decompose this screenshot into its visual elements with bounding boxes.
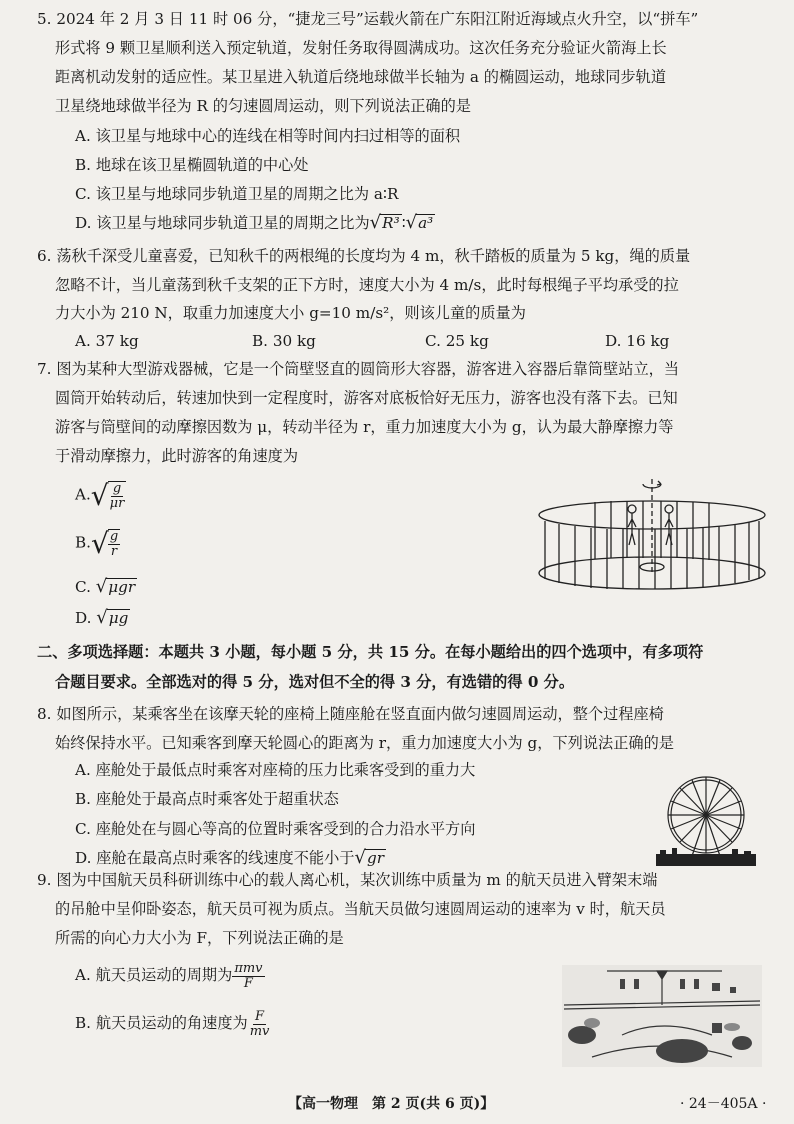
ferris-wheel-figure [648, 770, 763, 868]
centrifuge-photo-figure [562, 965, 762, 1067]
q9-stem-line2: 的吊舱中呈仰卧姿态，航天员可视为质点。当航天员做匀速圆周运动的速率为 v 时，航天员 [55, 900, 666, 918]
q7-option-c: C. √μgr [75, 576, 136, 597]
q7-option-b-label: B. [75, 533, 91, 552]
footer-paper-code: · 24－405A · [680, 1096, 767, 1112]
q7-option-a: A.√ $\frac{g}{\mu r}$ [75, 478, 125, 512]
q8-option-a: A. 座舱处于最低点时乘客对座椅的压力比乘客受到的重力大 [75, 761, 476, 779]
q8-stem-line2: 始终保持水平。已知乘客到摩天轮圆心的距离为 r，重力加速度大小为 g，下列说法正确的是 [55, 734, 674, 752]
q5-stem-line4: 卫星绕地球做半径为 R 的匀速圆周运动，则下列说法正确的是 [55, 97, 471, 115]
q7-stem-line2: 圆筒开始转动后，转速加快到一定程度时，游客对底板恰好无压力，游客也没有落下去。已知 [55, 389, 678, 407]
q5-stem-line1: 5. 2024 年 2 月 3 日 11 时 06 分，“捷龙三号”运载火箭在广东阳江附近海域点火升空，以“拼车” [37, 10, 699, 28]
q9-option-a-text: A. 航天员运动的周期为 [75, 966, 233, 985]
q7-option-b-numerator: g [109, 529, 119, 544]
q9-option-a-denominator: F [243, 975, 253, 991]
q7-option-a-denominator: μr [109, 495, 125, 511]
q7-stem-line4: 于滑动摩擦力，此时游客的角速度为 [55, 447, 298, 465]
section-2-heading-line1: 二、多项选择题：本题共 3 小题，每小题 5 分，共 15 分。在每小题给出的四个选项中，有多项符 [37, 643, 704, 661]
q7-option-d-radicand: μg [108, 609, 129, 627]
q8-stem-line1: 8. 如图所示，某乘客坐在该摩天轮的座椅上随座舱在竖直面内做匀速圆周运动，整个过程座椅 [37, 705, 664, 723]
q5-option-d-ratio: ∶ [401, 214, 406, 232]
q8-option-d-text: D. 座舱在最高点时乘客的线速度不能小于 [75, 849, 355, 867]
q6-option-b: B. 30 kg [252, 332, 316, 350]
q7-stem-line3: 游客与筒壁间的动摩擦因数为 μ，转动半径为 r，重力加速度大小为 g，认为最大静摩擦力等 [55, 418, 674, 436]
q5-option-d-radicand-1: R³ [382, 214, 400, 232]
q5-option-b: B. 地球在该卫星椭圆轨道的中心处 [75, 156, 309, 174]
q5-option-c: C. 该卫星与地球同步轨道卫星的周期之比为 a∶R [75, 185, 399, 203]
q6-stem-line3: 力大小为 210 N，取重力加速度大小 g=10 m/s²，则该儿童的质量为 [55, 304, 526, 322]
q7-stem-line1: 7. 图为某种大型游戏器械，它是一个筒壁竖直的圆筒形大容器，游客进入容器后靠筒壁站立，当 [37, 360, 680, 378]
q5-option-d-text: D. 该卫星与地球同步轨道卫星的周期之比为 [75, 214, 370, 232]
q8-option-b: B. 座舱处于最高点时乘客处于超重状态 [75, 790, 339, 808]
q6-option-c: C. 25 kg [425, 332, 489, 350]
q9-stem-line3: 所需的向心力大小为 F，下列说法正确的是 [55, 929, 344, 947]
q5-option-d-radicand-2: a³ [418, 214, 434, 232]
q7-option-d: D. √μg [75, 607, 129, 628]
q5-option-a: A. 该卫星与地球中心的连线在相等时间内扫过相等的面积 [75, 127, 461, 145]
q7-option-d-label: D. [75, 609, 92, 627]
q7-option-b-denominator: r [110, 543, 118, 559]
q7-option-a-label: A. [75, 485, 91, 504]
q9-option-b-text: B. 航天员运动的角速度为 [75, 1014, 248, 1033]
q9-option-b-denominator: mv [249, 1023, 270, 1039]
q9-option-a [75, 962, 265, 990]
q6-stem-line2: 忽略不计，当儿童荡到秋千支架的正下方时，速度大小为 4 m/s，此时每根绳子平均承受的拉 [55, 276, 679, 294]
q8-option-d: D. 座舱在最高点时乘客的线速度不能小于√gr [75, 847, 384, 868]
q7-option-c-label: C. [75, 578, 91, 596]
footer-page-info: 【高一物理 第 2 页(共 6 页)】 [288, 1096, 495, 1112]
q7-option-c-radicand: μgr [108, 578, 136, 596]
q9-option-a-numerator: πmv [234, 961, 263, 976]
section-2-heading-line2: 合题目要求。全部选对的得 5 分，选对但不全的得 3 分，有选错的得 0 分。 [55, 673, 575, 691]
q5-option-d: D. 该卫星与地球同步轨道卫星的周期之比为√R³ ∶√a³ [75, 212, 434, 233]
q8-option-d-radicand: gr [366, 849, 384, 867]
q5-stem-line2: 形式将 9 颗卫星顺利送入预定轨道，发射任务取得圆满成功。这次任务充分验证火箭海上长 [55, 39, 667, 57]
q6-option-a: A. 37 kg [75, 332, 139, 350]
q9-option-b-numerator: F [255, 1009, 265, 1024]
q7-option-b: B.√ $\frac{g}{r}$ [75, 526, 119, 560]
q7-option-a-numerator: g [112, 481, 122, 496]
rotor-cylinder-figure [535, 475, 770, 600]
q6-option-d: D. 16 kg [605, 332, 670, 350]
q5-stem-line3: 距离机动发射的适应性。某卫星进入轨道后绕地球做半长轴为 a 的椭圆运动，地球同步轨道 [55, 68, 667, 86]
q9-option-b [75, 1010, 271, 1038]
q6-stem-line1: 6. 荡秋千深受儿童喜爱，已知秋千的两根绳的长度均为 4 m，秋千踏板的质量为 5 kg，绳的质量 [37, 247, 691, 265]
q8-option-c: C. 座舱处在与圆心等高的位置时乘客受到的合力沿水平方向 [75, 820, 476, 838]
q9-stem-line1: 9. 图为中国航天员科研训练中心的载人离心机，某次训练中质量为 m 的航天员进入臂架末端 [37, 871, 658, 889]
